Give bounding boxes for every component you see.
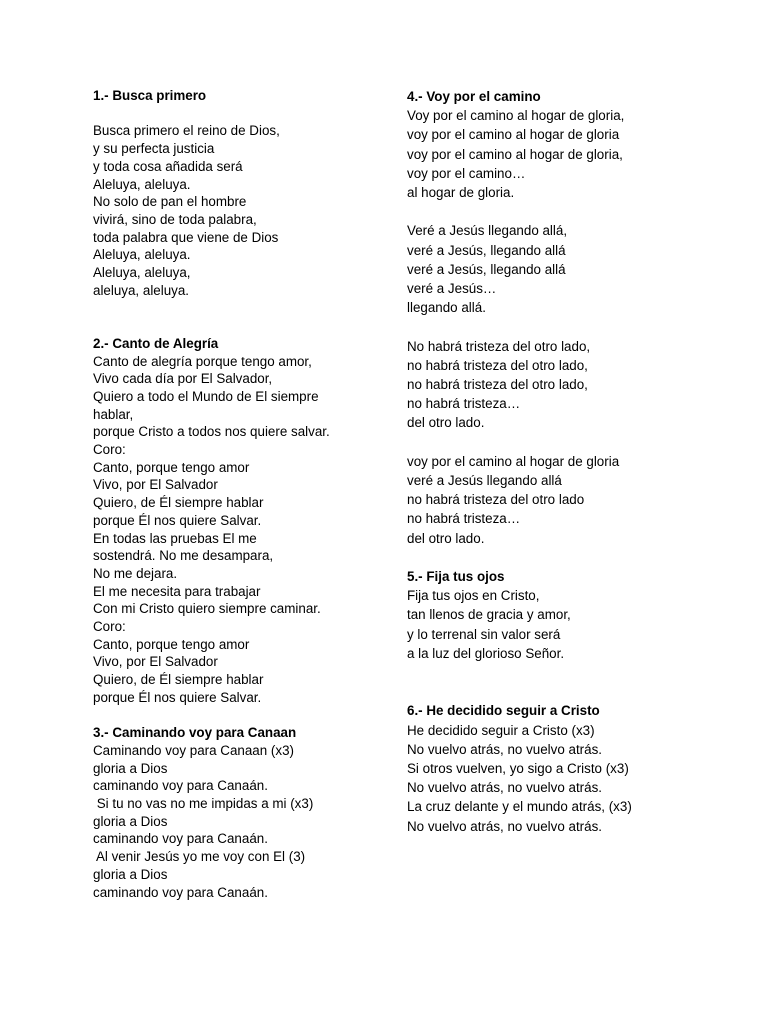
lyric-line: no habrá tristeza… (407, 396, 521, 412)
lyric-line: Aleluya, aleluya, (93, 265, 191, 281)
lyric-line: gloria a Dios (93, 760, 168, 776)
lyric-line: no habrá tristeza del otro lado (407, 492, 585, 508)
song-lines (93, 742, 383, 901)
lyric-line: llegando allá. (407, 300, 486, 316)
song-title: 6.- He decidido seguir a Cristo (407, 703, 600, 719)
lyric-line: voy por el camino al hogar de gloria, (407, 146, 623, 162)
lyric-line: Al venir Jesús yo me voy con El (3) (93, 849, 306, 865)
lyric-line (407, 317, 707, 336)
lyric-line: No solo de pan el hombre (93, 194, 247, 210)
lyric-line: Canto de alegría porque tengo amor, (93, 353, 312, 369)
lyric-line: No vuelvo atrás, no vuelvo atrás. (407, 818, 603, 834)
lyric-line: gloria a Dios (93, 813, 168, 829)
lyric-line: porque Cristo a todos nos quiere salvar. (93, 424, 330, 440)
lyric-line (93, 317, 383, 335)
lyric-line: Vivo cada día por El Salvador, (93, 371, 273, 387)
song-lines (407, 106, 707, 567)
lyric-line (407, 202, 707, 221)
song-3 (93, 724, 383, 901)
lyric-line: sostendrá. No me desampara, (93, 548, 274, 564)
lyric-line: No habrá tristeza del otro lado, (407, 338, 591, 354)
lyric-line (407, 682, 707, 701)
lyric-line (93, 105, 383, 123)
lyric-line: voy por el camino… (407, 165, 526, 181)
lyric-line (407, 663, 707, 682)
song-5 (407, 567, 707, 701)
lyric-line: Vivo, por El Salvador (93, 477, 218, 493)
lyric-line: Coro: (93, 442, 126, 458)
song-title: 4.- Voy por el camino (407, 89, 541, 104)
lyric-line: Voy por el camino al hogar de gloria, (407, 108, 625, 124)
lyric-line: veré a Jesús llegando allá (407, 473, 562, 489)
lyric-line: toda palabra que viene de Dios (93, 229, 279, 245)
lyric-line (93, 707, 383, 725)
lyric-line: del otro lado. (407, 530, 485, 546)
lyric-line: no habrá tristeza del otro lado, (407, 377, 588, 393)
lyric-line: no habrá tristeza del otro lado, (407, 357, 588, 373)
song-lines (407, 721, 707, 836)
lyric-line (407, 548, 707, 567)
lyric-line (93, 299, 383, 317)
lyric-line: Si tu no vas no me impidas a mi (x3) (93, 796, 314, 812)
lyric-line: no habrá tristeza… (407, 511, 521, 527)
lyric-line: gloria a Dios (93, 866, 168, 882)
lyric-line: No vuelvo atrás, no vuelvo atrás. (407, 741, 603, 757)
lyric-line: y toda cosa añadida será (93, 158, 243, 174)
lyric-line: Quiero, de Él siempre hablar (93, 495, 264, 511)
song-title: 1.- Busca primero (93, 88, 207, 103)
left-column (93, 87, 383, 901)
lyric-line: a la luz del glorioso Señor. (407, 645, 565, 661)
lyric-line: No me dejara. (93, 565, 178, 581)
lyric-line: al hogar de gloria. (407, 185, 515, 201)
song-2 (93, 335, 383, 724)
song-lines (407, 586, 707, 701)
lyric-line: En todas las pruebas El me (93, 530, 257, 546)
lyric-line: y su perfecta justicia (93, 141, 215, 157)
lyric-line: veré a Jesús… (407, 281, 497, 297)
lyric-line: Si otros vuelven, yo sigo a Cristo (x3) (407, 761, 629, 777)
song-1 (93, 87, 383, 335)
lyric-line: La cruz delante y el mundo atrás, (x3) (407, 799, 632, 815)
lyric-line: caminando voy para Canaán. (93, 778, 268, 794)
lyric-line: Vivo, por El Salvador (93, 654, 218, 670)
song-lines (93, 353, 383, 725)
lyric-line: Veré a Jesús llegando allá, (407, 223, 568, 239)
lyric-line: y lo terrenal sin valor será (407, 626, 561, 642)
song-6 (407, 701, 707, 835)
lyric-line: Fija tus ojos en Cristo, (407, 588, 540, 604)
lyric-line: caminando voy para Canaán. (93, 831, 268, 847)
lyric-line: Canto, porque tengo amor (93, 636, 250, 652)
lyric-line: voy por el camino al hogar de gloria (407, 453, 620, 469)
song-lines (93, 105, 383, 335)
lyric-line: Caminando voy para Canaan (x3) (93, 742, 294, 758)
right-column (407, 87, 707, 836)
lyric-line: aleluya, aleluya. (93, 282, 190, 298)
lyric-line: tan llenos de gracia y amor, (407, 607, 571, 623)
lyric-line: Quiero a todo el Mundo de El siempre (93, 388, 319, 404)
song-title: 3.- Caminando voy para Canaan (93, 725, 297, 741)
lyric-line: Canto, porque tengo amor (93, 459, 250, 475)
lyric-line: Coro: (93, 619, 126, 635)
lyric-line: Aleluya, aleluya. (93, 247, 191, 263)
song-title: 2.- Canto de Alegría (93, 335, 219, 351)
song-4 (407, 87, 707, 567)
lyric-line: Con mi Cristo quiero siempre caminar. (93, 601, 321, 617)
lyric-line: veré a Jesús, llegando allá (407, 242, 566, 258)
lyric-line: Aleluya, aleluya. (93, 176, 191, 192)
lyric-line (407, 433, 707, 452)
lyric-line: porque Él nos quiere Salvar. (93, 512, 262, 528)
lyric-line: Quiero, de Él siempre hablar (93, 672, 264, 688)
lyric-line: No vuelvo atrás, no vuelvo atrás. (407, 780, 603, 796)
lyric-line: He decidido seguir a Cristo (x3) (407, 722, 595, 738)
lyric-line: caminando voy para Canaán. (93, 884, 268, 900)
lyric-line: porque Él nos quiere Salvar. (93, 689, 262, 705)
lyric-line: veré a Jesús, llegando allá (407, 261, 566, 277)
lyric-line: del otro lado. (407, 415, 485, 431)
lyric-line: voy por el camino al hogar de gloria (407, 127, 620, 143)
song-title: 5.- Fija tus ojos (407, 569, 505, 585)
lyric-line: vivirá, sino de toda palabra, (93, 211, 257, 227)
lyric-line: Busca primero el reino de Dios, (93, 123, 280, 139)
lyric-line: El me necesita para trabajar (93, 583, 261, 599)
lyric-line: hablar, (93, 406, 134, 422)
